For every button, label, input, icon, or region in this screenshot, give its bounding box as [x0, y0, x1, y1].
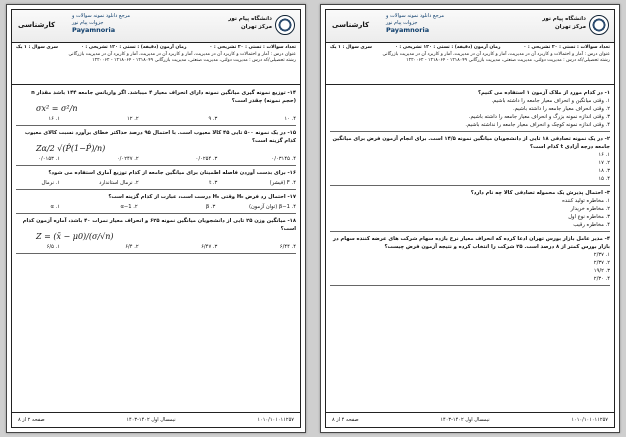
tagline: مرجع دانلود نمونه سوالات و جزوات پیام نور [386, 13, 445, 26]
university-logo-icon [589, 15, 609, 35]
answer-option[interactable]: ۱. α [50, 204, 60, 210]
exam-code: ۱۰۱۰/۱۰۱۰۱۱۲۵۷ [571, 417, 608, 423]
answer-option[interactable]: ۲. نرمال استاندارد [99, 180, 139, 186]
question-formula: Zα/2 √(P̂(1−P̂)/n) [36, 144, 106, 153]
question-count: تعداد سوالات : تستی : ۲۰ تشریحی : ۰ [523, 45, 610, 50]
term-label: نیمسال اول ۱۴۰۲-۱۴۰۳ [126, 417, 176, 423]
page-footer [326, 412, 614, 427]
exam-page-left [6, 4, 306, 433]
question-list [326, 86, 614, 411]
question-text: ۱۵- در یک نمونه ۵۰۰ تایی ۴۵ کالا معیوب است. با احتمال ۹۵ درصد حداکثر خطای برآورد نسبت کالای معیوب کدام گزینه است؟ [24, 130, 296, 144]
question-item [16, 89, 296, 126]
question-text: ۱۸- میانگین وزن ۲۵ تایی از دانشجویان میانگین نمونه ۶۲۵ و انحراف معیار نمرات ۴۰ باشد، آماره آزمون کدام است؟ [22, 218, 296, 232]
answer-option[interactable]: ۳. وقتی اندازه نمونه بزرگ و انحراف معیار جامعه را داشته باشیم. [468, 114, 610, 120]
exam-meta [12, 43, 300, 85]
answer-options [16, 155, 296, 163]
answer-option[interactable]: ۴. ۶/۴۴ [279, 244, 296, 250]
brand-block [386, 13, 456, 34]
question-divider [16, 213, 296, 214]
answer-option[interactable]: ۲. وقتی انحراف معیار جامعه را داشته باشیم. [513, 106, 610, 112]
question-series: سری سوال : ۱ یک [330, 45, 373, 50]
answer-option[interactable]: ۱. وقتی میانگین و انحراف معیار جامعه را داشته باشیم. [491, 98, 610, 104]
answer-options [16, 203, 296, 211]
field-code: رشته تحصیلی/کد درس : مدیریت دولتی، مدیریت صنعتی، مدیریت بازرگانی ۱۲۱۸۰۴۹ - ۱۲۱۸۰۶۴ - ۱۲۲۰۰۶۲ [406, 58, 610, 63]
answer-option[interactable]: ۲. ۱۷ [598, 160, 610, 166]
question-divider [330, 285, 610, 286]
exam-code: ۱۰۱۰/۱۰۱۰۱۱۲۵۷ [257, 417, 294, 423]
answer-option[interactable]: ۱. ۶/۵ [46, 244, 61, 250]
question-text: ۴- مدیر عامل بازار بورس تهران ادعا کرده که انحراف معیار نرخ بازده سهام شرکت های عرضه کننده سهام در بازار بورس کمتر از ۸ درصد است. ۲۵ شرکت را انتخاب کرده و نتیجه آزمون فرض چیست؟ [333, 236, 610, 250]
question-divider [330, 131, 610, 132]
answer-option[interactable]: ۱. مخاطره تولید کننده [562, 198, 610, 204]
answer-option[interactable]: ۲. ۲/۳۷ [593, 260, 610, 266]
question-divider [16, 165, 296, 166]
page-header [12, 10, 300, 43]
answer-option[interactable]: ۱. ۱۶ [598, 152, 610, 158]
exam-time: زمان آزمون (دقیقه) : تستی : ۱۲۰ تشریحی : ۰ [80, 45, 187, 50]
page-header [326, 10, 614, 43]
answer-options [16, 115, 296, 123]
exam-page-right [320, 4, 620, 433]
answer-option[interactable]: ۱. ۱۶ [48, 116, 61, 122]
answer-option[interactable]: ۲. مخاطره خریدار [570, 206, 610, 212]
answer-options [330, 251, 610, 283]
page-number: صفحه ۴ از ۸ [332, 417, 359, 423]
answer-options [330, 97, 610, 129]
answer-option[interactable]: ۳. مخاطره نوع اول [568, 214, 610, 220]
question-item [16, 169, 296, 190]
question-text: ۱۶- برای بدست آوردن فاصله اطمینان برای میانگین جامعه از کدام توزیع آماری استفاده می شود؟ [48, 170, 296, 176]
question-divider [330, 231, 610, 232]
question-formula: σx² = σ²/n [36, 104, 78, 113]
course-title: عنوان درس : آمار و احتمالات و کاربرد آن در مدیریت، آمار و کاربرد آن در مدیریت، آمار و کاربرد آن در مدیریت بازرگانی [68, 51, 296, 57]
answer-option[interactable]: ۴. وقتی اندازه نمونه کوچک و انحراف معیار جامعه را نداشته باشیم. [465, 122, 610, 128]
degree-label: کارشناسی [332, 21, 370, 29]
answer-option[interactable]: ۳. β [205, 204, 216, 210]
answer-option[interactable]: ۴. 1−β (توان آزمون) [248, 204, 296, 210]
university-name: دانشگاه پیام نور مرکز تهران [542, 16, 586, 30]
question-divider [16, 125, 296, 126]
answer-option[interactable]: ۴. مخاطره رقیب [573, 222, 610, 228]
answer-option[interactable]: ۳. ۶/۴۷ [201, 244, 218, 250]
question-text: ۱۴- توزیع نمونه گیری میانگین نمونه دارای انحراف معیار ۴ میباشد. اگر واریانس جامعه ۱۴۴ باشد مقدار n (حجم نمونه) چقدر است؟ [31, 90, 296, 104]
answer-option[interactable]: ۴. ۱۵ [598, 176, 610, 182]
answer-options [330, 151, 610, 183]
answer-option[interactable]: ۴. ۲/۳۰ [593, 276, 610, 282]
question-text: ۲- در یک نمونه تصادفی ۱۸ تایی از دانشجویان میانگین نمونه ۱۴/۵ است. برای انجام آزمون فرض برای میانگین جامعه درجه آزادی t کدام است؟ [332, 136, 610, 150]
term-label: نیمسال اول ۱۴۰۲-۱۴۰۳ [440, 417, 490, 423]
answer-option[interactable]: ۳. ۰/۰۲۵۴ [195, 156, 218, 162]
question-item [16, 193, 296, 214]
page-number: صفحه ۲ از ۸ [18, 417, 45, 423]
answer-option[interactable]: ۳. ۱۸ [598, 168, 610, 174]
answer-option[interactable]: ۱. ۰/۰۱۵۳ [38, 156, 61, 162]
answer-option[interactable]: ۱. نرمال [41, 180, 61, 186]
brand-block [72, 13, 142, 34]
field-code: رشته تحصیلی/کد درس : مدیریت دولتی، مدیریت صنعتی، مدیریت بازرگانی ۱۲۱۸۰۴۹ - ۱۲۱۸۰۶۴ - ۱۲۲۰۰۶۲ [92, 58, 296, 63]
university-name: دانشگاه پیام نور مرکز تهران [228, 16, 272, 30]
question-divider [16, 253, 296, 254]
answer-options [16, 179, 296, 187]
exam-time: زمان آزمون (دقیقه) : تستی : ۱۲۰ تشریحی : ۰ [394, 45, 501, 50]
answer-option[interactable]: ۲. 1−α [120, 204, 138, 210]
question-text: ۱۷- احتمال رد فرض H₀ وقتی H₀ درست است، عبارت از کدام گزینه است؟ [108, 194, 296, 200]
question-text: ۳- احتمال پذیرش یک محموله تصادفی کالا چه نام دارد؟ [470, 190, 610, 196]
course-title: عنوان درس : آمار و احتمالات و کاربرد آن در مدیریت، آمار و کاربرد آن در مدیریت، آمار و کاربرد آن در مدیریت بازرگانی [382, 51, 610, 57]
question-formula: Z = (x̄ − μ0)/(σ/√n) [36, 232, 114, 241]
answer-option[interactable]: ۴. ۰/۰۳۱۴۵ [271, 156, 296, 162]
answer-option[interactable]: ۳. ۱۹/۲ [593, 268, 610, 274]
question-text: ۱- در کدام مورد از ملاک آزمون ۱ استفاده می کنیم؟ [477, 90, 610, 96]
tagline: مرجع دانلود نمونه سوالات و جزوات پیام نور [72, 13, 131, 26]
answer-option[interactable]: ۲. ۱۲ [127, 116, 139, 122]
brand-name: Payamnoria [386, 26, 430, 34]
answer-option[interactable]: ۴. ۱۰ [284, 116, 296, 122]
question-item [330, 135, 610, 186]
answer-option[interactable]: ۳. t [209, 180, 218, 186]
brand-name: Payamnoria [72, 26, 116, 34]
question-list [12, 86, 300, 411]
answer-options [16, 243, 296, 251]
question-item [16, 217, 296, 254]
question-item [330, 235, 610, 286]
question-count: تعداد سوالات : تستی : ۲۰ تشریحی : ۰ [209, 45, 296, 50]
answer-option[interactable]: ۴. F (فیشر) [269, 180, 296, 186]
exam-meta [326, 43, 614, 85]
answer-option[interactable]: ۲. ۶/۴ [125, 244, 139, 250]
question-series: سری سوال : ۱ یک [16, 45, 59, 50]
question-item [330, 89, 610, 132]
answer-option[interactable]: ۱. ۲/۳۷ [593, 252, 610, 258]
answer-option[interactable]: ۲. ۰/۰۲۴۷ [116, 156, 139, 162]
degree-label: کارشناسی [18, 21, 56, 29]
question-divider [16, 189, 296, 190]
answer-option[interactable]: ۳. ۹ [208, 116, 218, 122]
page-footer [12, 412, 300, 427]
question-divider [330, 185, 610, 186]
question-item [330, 189, 610, 232]
question-item [16, 129, 296, 166]
answer-options [330, 197, 610, 229]
university-logo-icon [275, 15, 295, 35]
